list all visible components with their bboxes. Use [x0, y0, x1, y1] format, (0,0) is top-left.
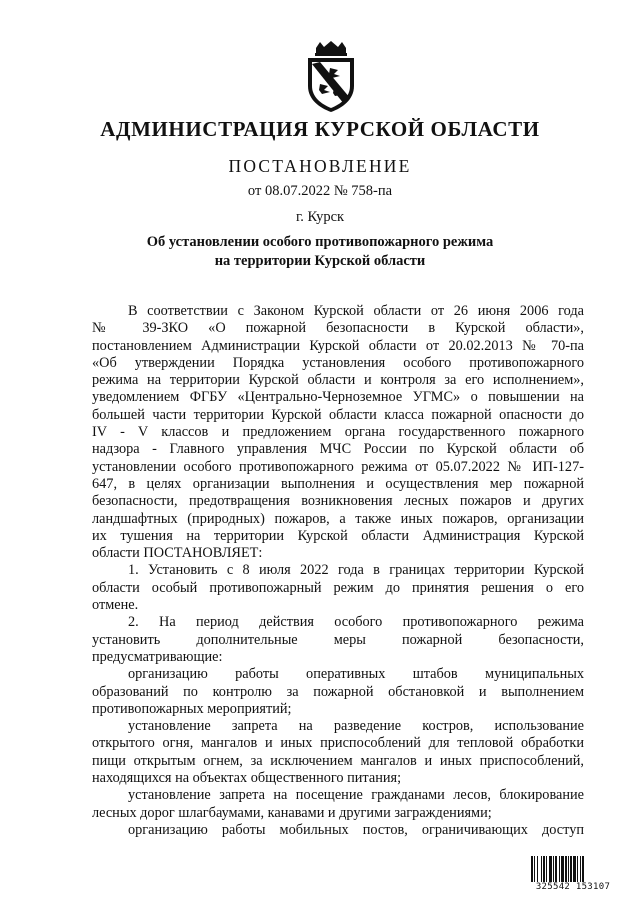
body-line: постановлением Администрации Курской области от 20.02.2013 № 70-па [92, 337, 584, 354]
body-line: отмене. [92, 597, 139, 614]
body-line: IV - V классов и предложением органа государственного пожарного [92, 424, 584, 441]
body-line: открытого огня, мангалов и иных приспособлений для тепловой обработки [92, 735, 584, 752]
document-date-number: от 08.07.2022 № 758-па [247, 183, 393, 199]
body-line: организацию работы оперативных штабов муниципальных [128, 666, 584, 683]
body-line: противопожарных мероприятий; [92, 700, 292, 717]
barcode-bar [573, 856, 576, 882]
body-line: образований по контролю за пожарной обстановкой и выполнением [92, 683, 584, 700]
barcode-bar [580, 856, 581, 882]
document-type: ПОСТАНОВЛЕНИЕ [228, 156, 412, 176]
barcode-bar [561, 856, 564, 882]
body-line: установить дополнительные меры пожарной безопасности, [92, 631, 584, 648]
body-line: ландшафтных (природных) пожаров, а также иных пожаров, организации [92, 510, 584, 527]
barcode-bar [565, 856, 567, 882]
body-line: установление запрета на посещение гражданами лесов, блокирование [128, 787, 584, 804]
barcode-bar [531, 856, 533, 882]
barcode-bar [537, 856, 538, 882]
barcode-bar [549, 856, 552, 882]
barcode-bar [555, 856, 557, 882]
barcode-bar [534, 856, 535, 882]
barcode-bar [553, 856, 554, 882]
barcode-bar [570, 856, 572, 882]
body-line: пищи открытым огнем, за исключением мангалов и иных приспособлений, [92, 752, 584, 769]
barcode-bar [543, 856, 545, 882]
coat-of-arms-icon [294, 40, 368, 114]
body-line: надзора - Главного управления МЧС России по Курской области об [92, 441, 584, 458]
document-body [92, 303, 584, 839]
body-line: «Об утверждении Порядка установления особого противопожарного [92, 354, 584, 371]
body-line: безопасности, предотвращения возникновения лесных пожаров и других [92, 493, 584, 510]
body-line: установление запрета на разведение костров, использование [128, 718, 584, 735]
barcode-bar [577, 856, 578, 882]
body-line: предусматривающие: [92, 648, 223, 665]
barcode-bar [582, 856, 584, 882]
body-line: находящихся на объектах общественного питания; [92, 770, 402, 787]
body-line: 647, в целях организации выполнения и осуществления мер пожарной [92, 475, 584, 492]
body-line: 2. На период действия особого противопожарного режима [128, 614, 584, 631]
barcode-bar [568, 856, 569, 882]
body-line: области особый противопожарный режим до принятия решения о его [92, 579, 584, 596]
body-line: уведомлением ФГБУ «Центрально-Черноземное УГМС» о повышении на [92, 389, 584, 406]
barcode-number: 325542 153107 [530, 882, 616, 892]
body-line: области ПОСТАНОВЛЯЕТ: [92, 545, 263, 562]
barcode-bar [546, 856, 547, 882]
body-line: лесных дорог шлагбаумами, канавами и другими заграждениями; [92, 804, 492, 821]
subject-line: на территории Курской области [214, 253, 426, 269]
subject-line: Об установлении особого противопожарного режима [146, 234, 494, 250]
body-line: организацию работы мобильных постов, ограничивающих доступ [128, 821, 584, 838]
body-line: 1. Установить с 8 июля 2022 года в границах территории Курской [128, 562, 584, 579]
barcode-bar [541, 856, 542, 882]
barcode-bar [559, 856, 560, 882]
authority-title: АДМИНИСТРАЦИЯ КУРСКОЙ ОБЛАСТИ [100, 117, 540, 141]
body-line: большей части территории Курской области класса пожарной опасности до [92, 406, 584, 423]
body-line: В соответствии с Законом Курской области от 26 июня 2006 года [128, 303, 584, 319]
document-subject [0, 233, 640, 271]
body-line: установлении особого противопожарного режима от 05.07.2022 № ИП-127- [92, 458, 584, 475]
document-city: г. Курск [295, 209, 345, 225]
body-line: режима на территории Курской области и контроля за его исполнением», [92, 372, 584, 389]
body-line: их тушения на территории Курской области Администрация Курской [92, 527, 584, 544]
body-line: № 39-ЗКО «О пожарной безопасности в Курской области», [92, 320, 584, 337]
